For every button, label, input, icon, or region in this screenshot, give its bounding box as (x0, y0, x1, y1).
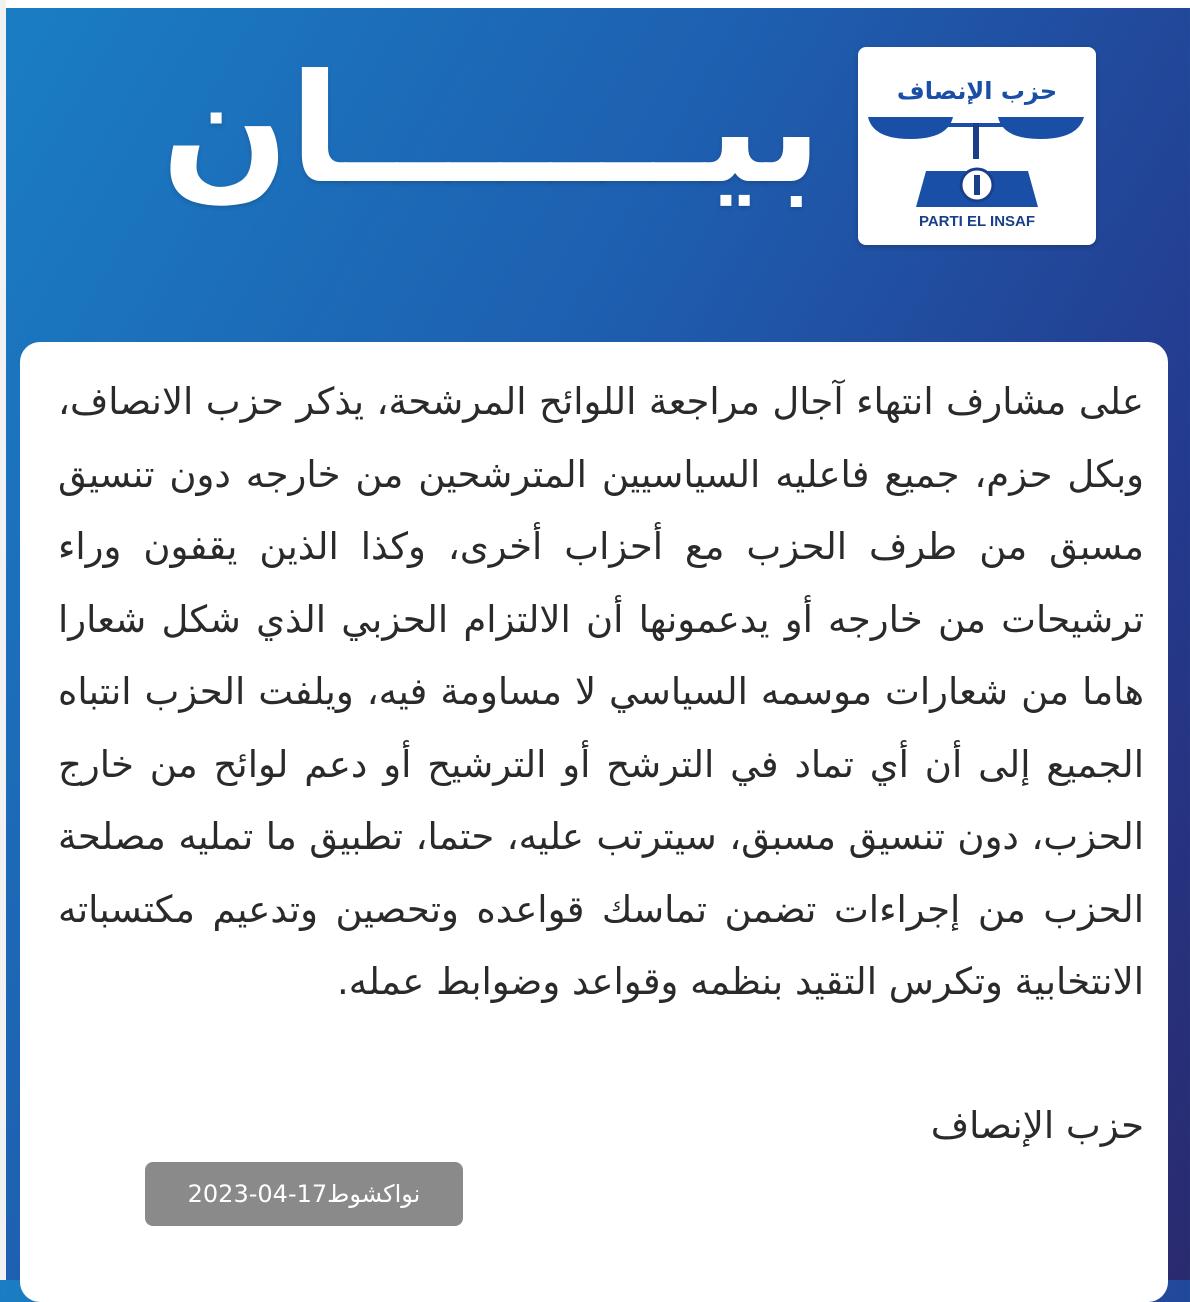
logo-name-french: PARTI EL INSAF (918, 213, 1036, 230)
signature: حزب الإنصاف (930, 1104, 1144, 1147)
top-border (0, 0, 1190, 8)
date-badge: نواكشوط17-04-2023 (145, 1162, 463, 1226)
statement-body: على مشارف انتهاء آجال مراجعة اللوائح المرشحة، يذكر حزب الانصاف، وبكل حزم، جميع فاعليه السياسيين المترشحين من خارجه دون تنسيق مسبق من طرف الحزب مع أحزاب أخرى، وكذا الذين يقفون وراء ترشيحات من خارجه أو يدعمونها أن الالتزام الحزبي الذي شكل شعارا هاما من شعارات موسمه السياسي لا مساومة فيه، ويلفت الحزب انتباه الجميع إلى أن أي تماد في الترشح أو الترشيح أو دعم لوائح من خارج الحزب، دون تنسيق مسبق، سيترتب عليه، حتما، تطبيق ما تمليه مصلحة الحزب من إجراءات تضمن تماسك قواعده وتحصين وتدعيم مكتسباته الانتخابية وتكرس التقيد بنظمه وقواعد وضوابط عمله. (58, 380, 1144, 1003)
statement-headline: بيـــــــان (161, 43, 822, 217)
party-logo (858, 47, 1096, 245)
logo-name-arabic: حزب الإنصاف (896, 77, 1058, 105)
statement-card (20, 342, 1168, 1302)
left-border (0, 0, 6, 1280)
